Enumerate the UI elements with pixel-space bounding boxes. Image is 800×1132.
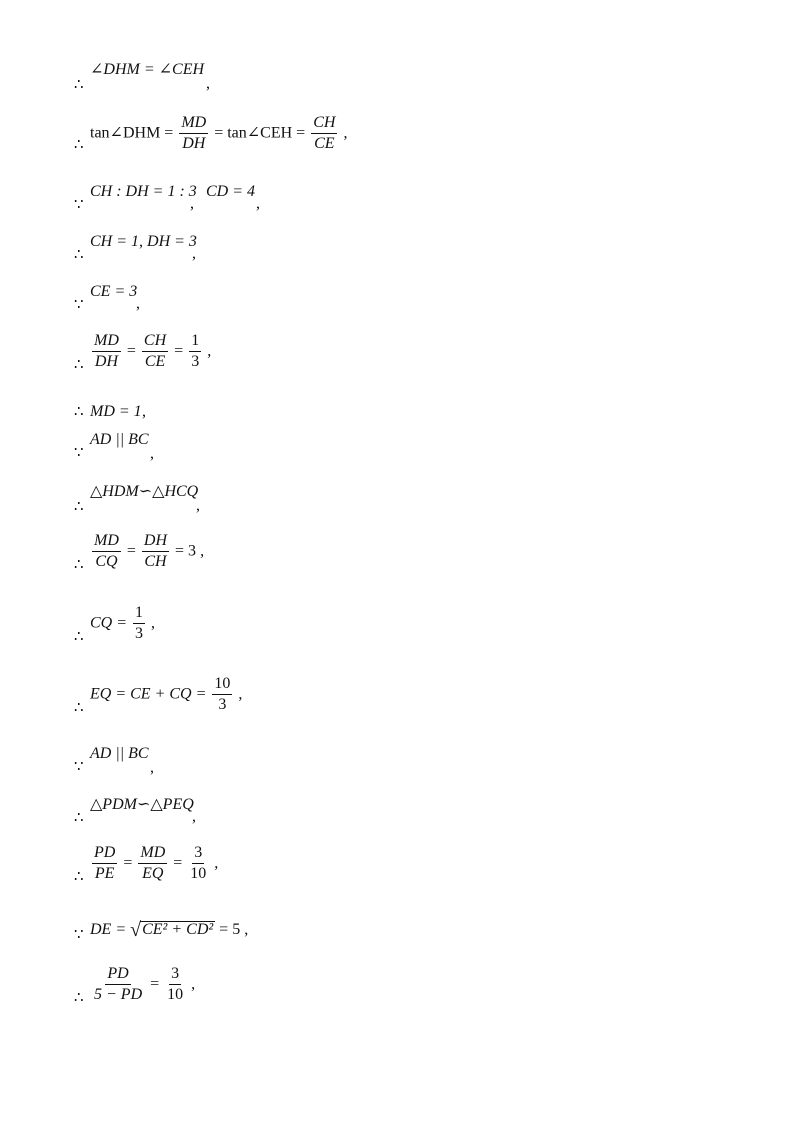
therefore-symbol: ∴ xyxy=(74,499,84,515)
step-12 xyxy=(74,676,324,722)
therefore-symbol: ∴ xyxy=(74,404,84,420)
eq-value: EQ = CE + CQ = $\frac{10}{3}$ , xyxy=(90,675,243,713)
comma: , xyxy=(150,445,154,462)
comma: , xyxy=(196,497,200,514)
similar-triangles: △HDM∽△HCQ xyxy=(90,483,199,500)
step-6 xyxy=(74,333,274,379)
comma: , xyxy=(136,295,140,312)
comma: , xyxy=(142,403,146,420)
because-symbol: ∵ xyxy=(74,297,84,313)
step-4 xyxy=(74,234,274,264)
therefore-symbol: ∴ xyxy=(74,357,84,373)
therefore-symbol: ∴ xyxy=(74,700,84,716)
cq-value: CQ = $\frac{1}{3}$ , xyxy=(90,604,156,642)
ratio-equation: $\frac{MD}{DH}$ = $\frac{CH}{CE}$ = $\frac{1}{3}$ , xyxy=(94,332,212,370)
therefore-symbol: ∴ xyxy=(74,629,84,645)
step-9 xyxy=(74,484,274,514)
step-14 xyxy=(74,797,274,827)
step-8 xyxy=(74,432,224,462)
step-15 xyxy=(74,845,274,891)
therefore-symbol: ∴ xyxy=(74,77,84,93)
therefore-symbol: ∴ xyxy=(74,810,84,826)
ratio-equation: $\frac{MD}{CQ}$ = $\frac{DH}{CH}$ = 3 , xyxy=(94,532,205,570)
because-symbol: ∵ xyxy=(74,759,84,775)
cd-given: CD = 4 xyxy=(206,183,256,200)
step-3 xyxy=(74,184,324,214)
step-5 xyxy=(74,284,224,314)
step-13 xyxy=(74,746,224,776)
because-symbol: ∵ xyxy=(74,197,84,213)
therefore-symbol: ∴ xyxy=(74,557,84,573)
parallel-statement: AD || BC xyxy=(90,745,149,762)
therefore-symbol: ∴ xyxy=(74,247,84,263)
comma: , xyxy=(206,75,210,92)
therefore-symbol: ∴ xyxy=(74,137,84,153)
comma: , xyxy=(190,195,194,212)
parallel-statement: AD || BC xyxy=(90,431,149,448)
step-7 xyxy=(74,402,224,426)
because-symbol: ∵ xyxy=(74,445,84,461)
md-value: MD = 1 xyxy=(90,403,142,420)
therefore-symbol: ∴ xyxy=(74,990,84,1006)
similar-triangles: △PDM∽△PEQ xyxy=(90,796,194,813)
because-symbol: ∵ xyxy=(74,927,84,943)
square-root-icon: √ xyxy=(130,919,142,941)
comma: , xyxy=(192,245,196,262)
ratio-given: CH : DH = 1 : 3 xyxy=(90,183,197,200)
angle-equality: ∠DHM = ∠CEH xyxy=(90,61,205,78)
tan-expression: tan∠DHM = $\frac{MD}{DH}$ = tan∠CEH = $\frac{CH}{CE}$ , xyxy=(90,114,348,152)
comma: , xyxy=(256,195,260,212)
step-16 xyxy=(74,918,324,948)
de-pythagoras: DE = √CE² + CD² = 5 , xyxy=(90,919,249,941)
comma: , xyxy=(150,759,154,776)
pd-equation: $\frac{PD}{5 - PD}$ = $\frac{3}{10}$ , xyxy=(94,965,196,1003)
step-1 xyxy=(74,62,274,92)
ratio-equation: $\frac{PD}{PE}$ = $\frac{MD}{EQ}$ = $\frac{3}{10}$ , xyxy=(94,844,219,882)
step-10 xyxy=(74,533,274,579)
comma: , xyxy=(192,808,196,825)
therefore-symbol: ∴ xyxy=(74,869,84,885)
step-2 xyxy=(74,112,374,158)
step-11 xyxy=(74,605,274,651)
ce-value: CE = 3 xyxy=(90,283,138,300)
step-17 xyxy=(74,966,274,1012)
ch-dh-values: CH = 1, DH = 3 xyxy=(90,233,197,250)
